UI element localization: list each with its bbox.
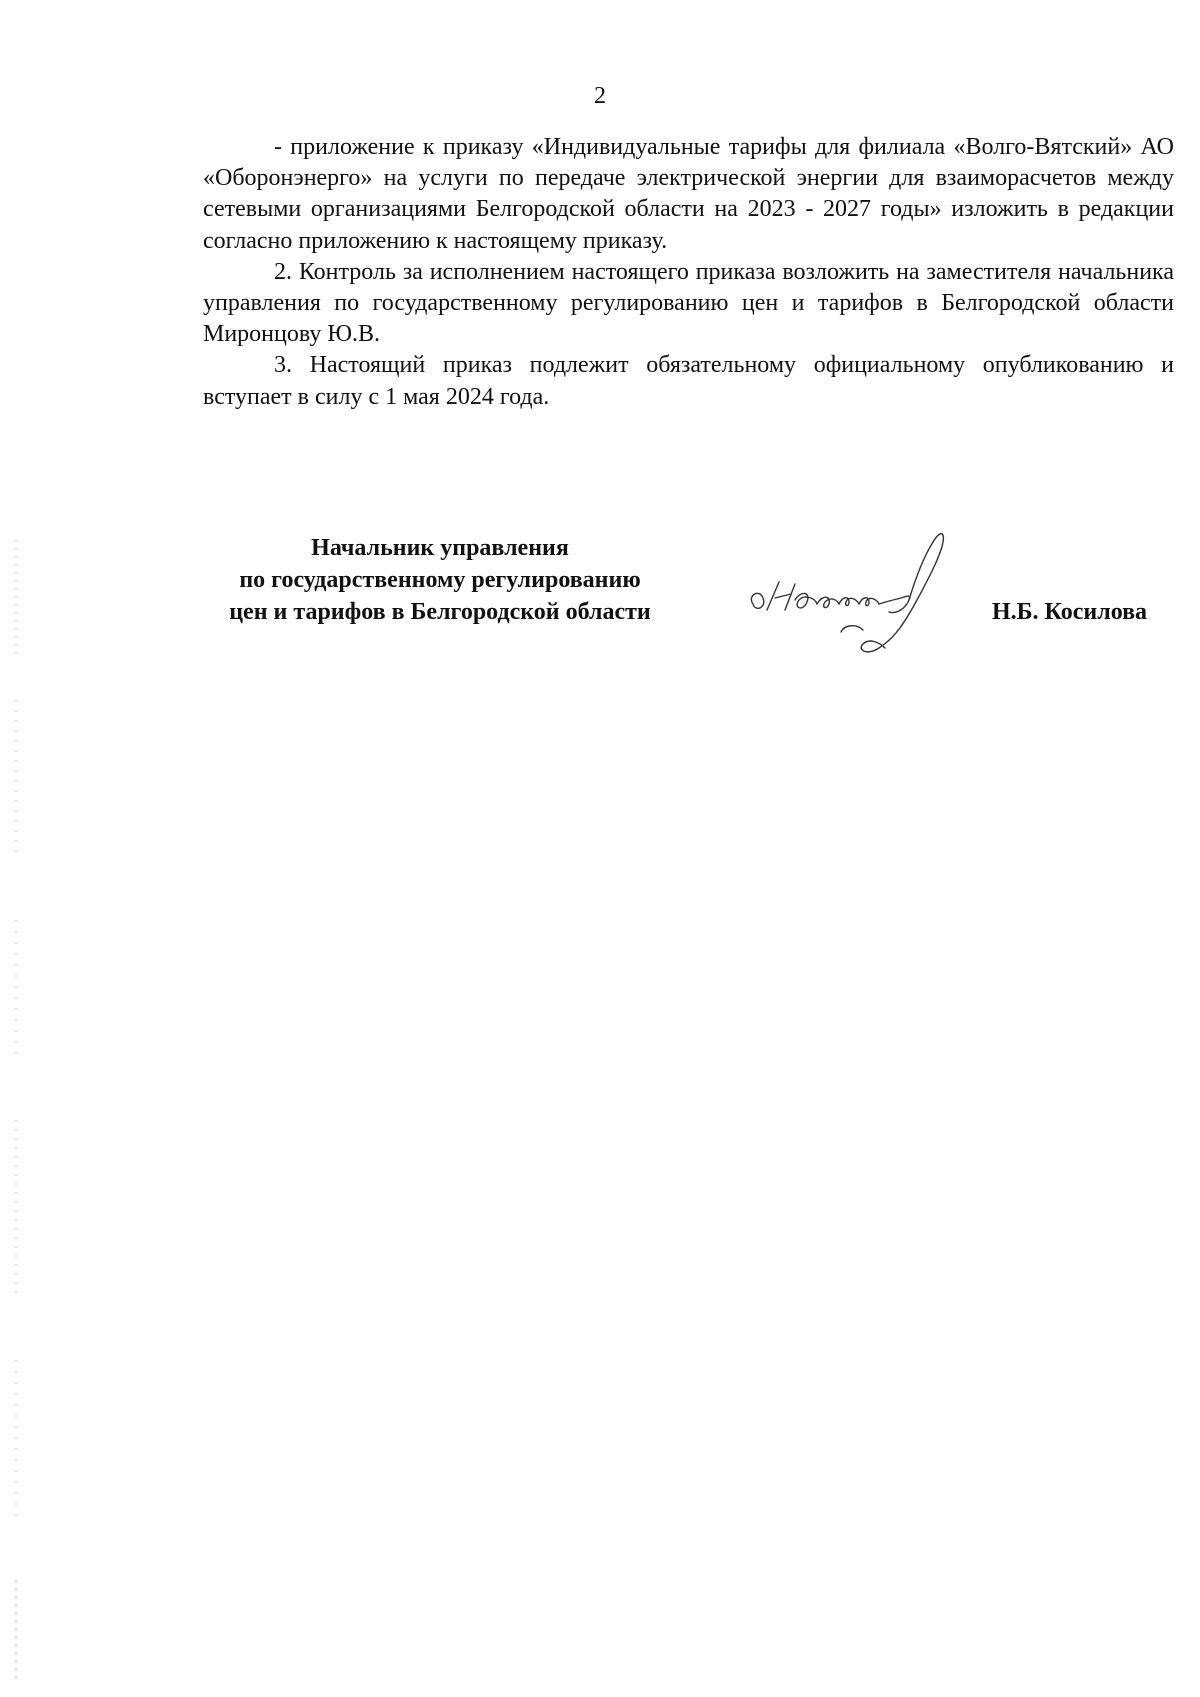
paragraph-appendix: - приложение к приказу «Индивидуальные тарифы для филиала «Волго-Вятский» АО «Оборонэнерго» на услуги по передаче электрической энергии для взаиморасчетов между сетевыми организациями Белгородской области на 2023 - 2027 годы» изложить в редакции согласно приложению к настоящему приказу. bbox=[203, 134, 1174, 254]
paragraph-effective-date: 3. Настоящий приказ подлежит обязательному официальному опубликованию и вступает в силу с 1 мая 2024 года. bbox=[203, 352, 1174, 410]
signatory-title-line-2: по государственному регулированию bbox=[239, 567, 641, 593]
document-body bbox=[203, 132, 1174, 413]
signer-name: Н.Б. Косилова bbox=[992, 599, 1148, 625]
signatory-title-line-1: Начальник управления bbox=[311, 535, 569, 561]
margin-binding-marks bbox=[14, 540, 18, 1680]
handwritten-signature bbox=[745, 520, 955, 670]
page-number: 2 bbox=[594, 83, 606, 109]
signatory-title-line-3: цен и тарифов в Белгородской области bbox=[229, 599, 651, 625]
paragraph-control: 2. Контроль за исполнением настоящего приказа возложить на заместителя начальника управления по государственному регулированию цен и тарифов в Белгородской области Миронцову Ю.В. bbox=[203, 258, 1174, 348]
signatory-title bbox=[200, 532, 680, 628]
